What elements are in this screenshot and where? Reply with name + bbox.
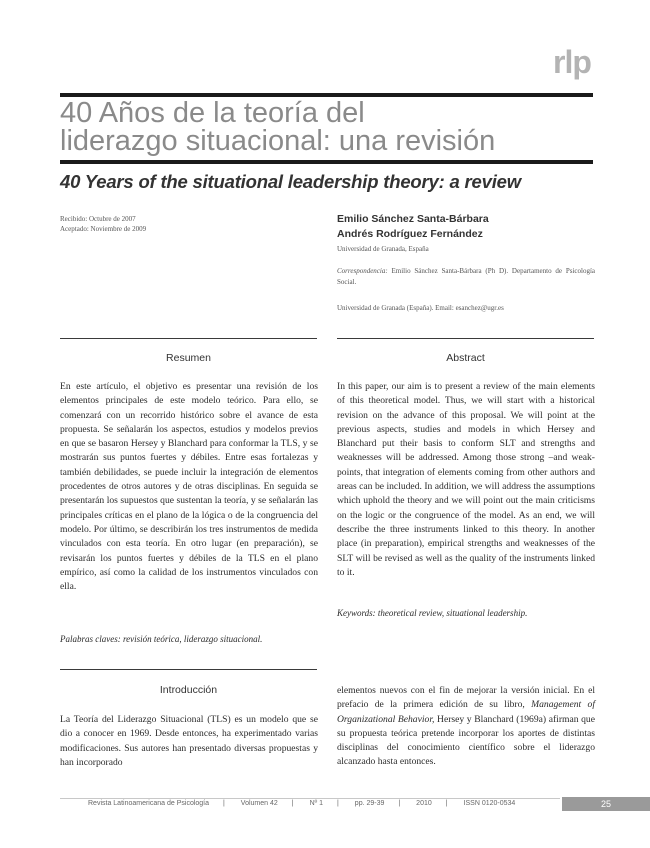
title-spanish xyxy=(60,99,600,155)
abstract-body: In this paper, our aim is to present a review of the main elements of this theoretical model. Thus, we will start with a historical revision on the advance of this proposal. We will point at the previous aspects, studies and models in which Hersey and Blanchard put their basis to conform SLT and strengths and weaknesses will be addressed. Among those strong –and weak- points, that integration of elements coming from other authors and areas can be included. In addition, we will address the assumptions which uphold the theory and we will point out the main criticisms on the logic or the congruence of the model. As an end, we will describe the three instruments linked to this theory. In another place (in preparation), empirical strengths and weaknesses of the SLT will be revised as well as the quality of the instruments linked to it. xyxy=(337,381,595,578)
author-1: Emilio Sánchez Santa-Bárbara xyxy=(337,213,489,225)
intro-rule xyxy=(60,669,317,670)
resumen-keywords-label: Palabras claves: xyxy=(60,634,121,644)
resumen-keywords-text: revisión teórica, liderazgo situacional. xyxy=(123,634,263,644)
intro-right-body xyxy=(337,684,595,770)
title-spanish-line2: liderazgo situacional: una revisión xyxy=(60,125,496,157)
title-spanish-line1: 40 Años de la teoría del xyxy=(60,97,365,129)
author-affiliation: Universidad de Granada, España xyxy=(337,245,429,253)
accepted-date: Aceptado: Noviembre de 2009 xyxy=(60,225,147,233)
abstract-keywords-text: theoretical review, situational leadership. xyxy=(377,608,528,618)
resumen-body: En este artículo, el objetivo es presentar una revisión de los elementos principales de este modelo teórico. Para ello, se comenzará con un recorrido histórico sobre el avance de esta propuesta. Se señalarán los aspectos, estudios y modelos previos en que se basaron Hersey y Blanchard para conformar la TLS, y se mostrarán sus puntos fuertes y débiles. Entre esas fortalezas y también debilidades, se puede incluir la integración de elementos procedentes de otros autores y de otras disciplinas. En seguida se presentarán los supuestos que sustentan la teoría, y se señalarán las principales críticas en el plano de la lógica o de la congruencia del modelo. Por último, se describirán los tres instrumentos de medida vinculados con esta teoría. En otro lugar (en preparación), se revisarán los puntos fuertes y débiles de la TLS en el plano empírico, así como la calidad de los instrumentos vinculados con ella. xyxy=(60,381,318,593)
resumen-heading: Resumen xyxy=(166,352,211,364)
author-2: Andrés Rodríguez Fernández xyxy=(337,228,483,240)
submission-dates xyxy=(60,214,146,234)
page-number: 25 xyxy=(562,797,650,811)
abstract-keywords-label: Keywords: xyxy=(337,608,376,618)
footer: Revista Latinoamericana de Psicología | Volumen 42 | Nº 1 | pp. 29-39 | 2010 | ISSN 0120-0534 xyxy=(88,800,516,807)
resumen-keywords xyxy=(60,634,318,644)
intro-heading: Introducción xyxy=(159,684,218,696)
title-english: 40 Years of the situational leadership theory: a review xyxy=(60,171,521,192)
correspondence-text: Emilio Sánchez Santa-Bárbara (Ph D). Departamento de Psicología Social. xyxy=(337,267,595,286)
intro-right-text-1: elementos nuevos con el fin de mejorar la versión inicial. En el prefacio de la primera edición de su libro, xyxy=(337,685,595,711)
author-block xyxy=(337,212,595,254)
abstract-keywords xyxy=(337,608,595,618)
intro-book-title: Management of Organizational Behavior, xyxy=(337,699,595,725)
resumen-rule xyxy=(60,338,317,339)
received-date: Recibido: Octubre de 2007 xyxy=(60,215,136,223)
abstract-rule xyxy=(337,338,594,339)
footer-rule xyxy=(60,798,560,799)
footer-pages: pp. 29-39 xyxy=(354,800,385,807)
intro-right-text-2: Hersey y Blanchard (1969a) afirman que su propuesta teórica pretende incorporar los aportes de distintas disciplinas del conocimiento científico sobre el liderazgo alcanzado hasta entonces. xyxy=(337,713,595,768)
title-mid-rule xyxy=(60,160,593,164)
footer-journal: Revista Latinoamericana de Psicología xyxy=(88,800,210,807)
correspondence-email: Universidad de Granada (España). Email: esanchez@ugr.es xyxy=(337,304,504,312)
journal-logo: rlp xyxy=(553,44,591,80)
footer-volume: Volumen 42 xyxy=(240,800,278,807)
abstract-heading: Abstract xyxy=(446,352,485,364)
correspondence-label: Correspondencia: xyxy=(337,267,388,275)
intro-left-body: La Teoría del Liderazgo Situacional (TLS) es un modelo que se dio a conocer en 1969. Desde entonces, ha experimentado varias modificaciones. Sus autores han presentado diversas propuestas y han incorporado xyxy=(60,714,318,768)
footer-issn: ISSN 0120-0534 xyxy=(463,800,516,807)
footer-number: Nº 1 xyxy=(309,800,324,807)
correspondence xyxy=(337,266,595,288)
footer-year: 2010 xyxy=(416,800,432,807)
